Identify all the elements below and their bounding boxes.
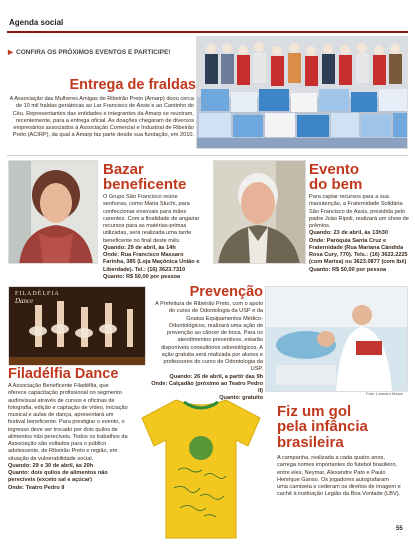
- man-portrait: [214, 161, 306, 264]
- bazar-title: [103, 162, 186, 193]
- filadelfia-where: Onde: Teatro Pedro II: [8, 484, 65, 491]
- bazar-photo: [8, 160, 98, 264]
- bazar-when: Quando: 29 de abril, às 14h: [103, 244, 176, 251]
- filadelfia-photo: [8, 286, 146, 366]
- gol-title-line1: Fiz um gol: [277, 403, 352, 420]
- filadelfia-text: [8, 383, 128, 492]
- section-header: [7, 7, 408, 33]
- prevencao-where: Onde: Calçadão (próximo ao Teatro Pedro II): [151, 380, 263, 395]
- shirt-photo: [138, 396, 264, 542]
- prevencao-body: A Prefeitura de Ribeirão Preto, com o apoio do curso de Odontologia da USP e da Gnatus Equipamentos Médico-Odontológicos, realizará uma ação de prevenção ao câncer de boca. Para os atendimentos preventivos, estarão disponíveis consultórios odontológicos. A ação gratuita será realizada por alunos e professores do curso de Odontologia da USP.: [155, 301, 263, 373]
- gol-title-line2: pela infância: [277, 418, 368, 436]
- evento-title-line1: Evento: [309, 161, 360, 178]
- bazar-title-line1: Bazar: [103, 161, 144, 178]
- filadelfia-photo-label-line1: FILADÉLFIA: [15, 291, 60, 297]
- woman-portrait: [9, 161, 98, 264]
- evento-title: [309, 162, 362, 193]
- prevencao-photo: [265, 286, 408, 392]
- gol-title: [277, 404, 368, 450]
- evento-when: Quando: 23 de abril, às 13h30: [309, 230, 388, 237]
- prevencao-text: [150, 301, 263, 403]
- evento-title-line2: do bem: [309, 176, 363, 194]
- filadelfia-when: Quando: 29 e 30 de abril, às 20h: [8, 462, 94, 469]
- bazar-body: O Grupo São Francisco reúne senhoras, como Maria Stuchi, para confeccionar enxovais para mães carentes. Com a finalidade de angariar recursos para as matérias-primas utilizadas, será realizada uma tarde beneficente no final deste mês.: [103, 194, 200, 244]
- fraldas-body: A Associação das Mulheres Amigas de Ribeirão Preto (Amarp) doou cerca de 10 mil fraldas geriátricas ao Lar Francisco de Assis e ao Cantinho do Céu. Representantes das entidades e integrantes da Amarp se reuniram, recentemente, para a entrega oficial. As doações chegaram de diversos empresários associados à Associação Comercial e Industrial de Ribeirão Preto (ACIRP), da qual a Amarp faz parte desde sua fundação, em 2010.: [9, 96, 194, 139]
- gol-body: A campanha, realizada a cada quatro anos, carrega nomes importantes do futebol brasileiro, entre eles, Neymar, Alexandre Pato e Paulo Henrique Ganso. Os jogadores autografaram uma camiseta e cederam os direitos de imagem e cachê à instituição Legião da Boa Vontade (LBV).: [277, 455, 401, 498]
- bazar-where: Onde: Rua Francisco Massaro Farinha, 385 (Loja Maçônica União e Liberdade). Tel.: (16) 3623.7310: [103, 252, 200, 273]
- filadelfia-body: A Associação Beneficente Filadélfia, que oferece capacitação profissional no segmento audiovisual através de cursos e oficinas de fotografia, edição e captação de vídeo, iniciação musical e aulas de dança, apresentará um festival beneficente. Para prestigiar o evento, o ingresso deve ser trocado por dois quilos de alimentos não perecíveis. Todos os trabalhos da Associação são voltados para o público adolescente, de Ribeirão Preto e região, em situação de vulnerabilidade social.: [8, 383, 128, 462]
- intro-text: CONFIRA OS PRÓXIMOS EVENTOS E PARTICIPE!: [16, 49, 171, 56]
- page-number: 55: [396, 526, 403, 532]
- filadelfia-price: Quanto: dois quilos de alimentos não perecíveis (exceto sal e açúcar): [8, 470, 108, 484]
- bazar-price: Quanto: R$ 50,00 por pessoa: [103, 273, 181, 280]
- filadelfia-photo-label: [15, 291, 60, 305]
- signed-shirt-illustration: [138, 396, 264, 542]
- filadelfia-photo-label-line2: Dance: [15, 297, 34, 305]
- dentist-photo-illustration: [266, 287, 408, 392]
- intro-line: [8, 48, 198, 56]
- prevencao-when: Quando: 26 de abril, a partir das 9h: [169, 373, 263, 380]
- gol-title-line3: brasileira: [277, 433, 344, 451]
- bazar-text: [103, 194, 201, 281]
- evento-body: Para captar recursos para a sua manutenção, a Fraternidade Solidária São Francisco de Assis, presidida pelo padre Joào Ripoli, realizará um show de prêmios.: [309, 194, 409, 230]
- prevencao-photo-credit: Foto: Leandro Matos: [366, 391, 403, 396]
- evento-text: [309, 194, 410, 274]
- fraldas-photo: [196, 36, 408, 149]
- evento-photo: [213, 160, 306, 264]
- divider: [7, 155, 408, 156]
- prevencao-title: Prevenção: [189, 284, 263, 300]
- section-label: Agenda social: [9, 18, 64, 27]
- filadelfia-title: Filadélfia Dance: [8, 366, 119, 382]
- evento-where: Onde: Paróquia Santa Cruz e Fraternidade (Rua Mariana Cândida Rosa Cury, 770). Tels.: (16) 3623.2225 (com Marisa) ou 3623.0877 (com Ibê): [309, 237, 408, 266]
- evento-price: Quanto: R$ 50,00 por pessoa: [309, 266, 387, 273]
- triangle-icon: ▶: [8, 49, 13, 56]
- prevencao-price: Quanto: gratuito: [219, 395, 263, 402]
- fraldas-title: Entrega de fraldas: [69, 77, 196, 93]
- bazar-title-line2: beneficente: [103, 176, 187, 194]
- group-photo-illustration: [197, 37, 408, 149]
